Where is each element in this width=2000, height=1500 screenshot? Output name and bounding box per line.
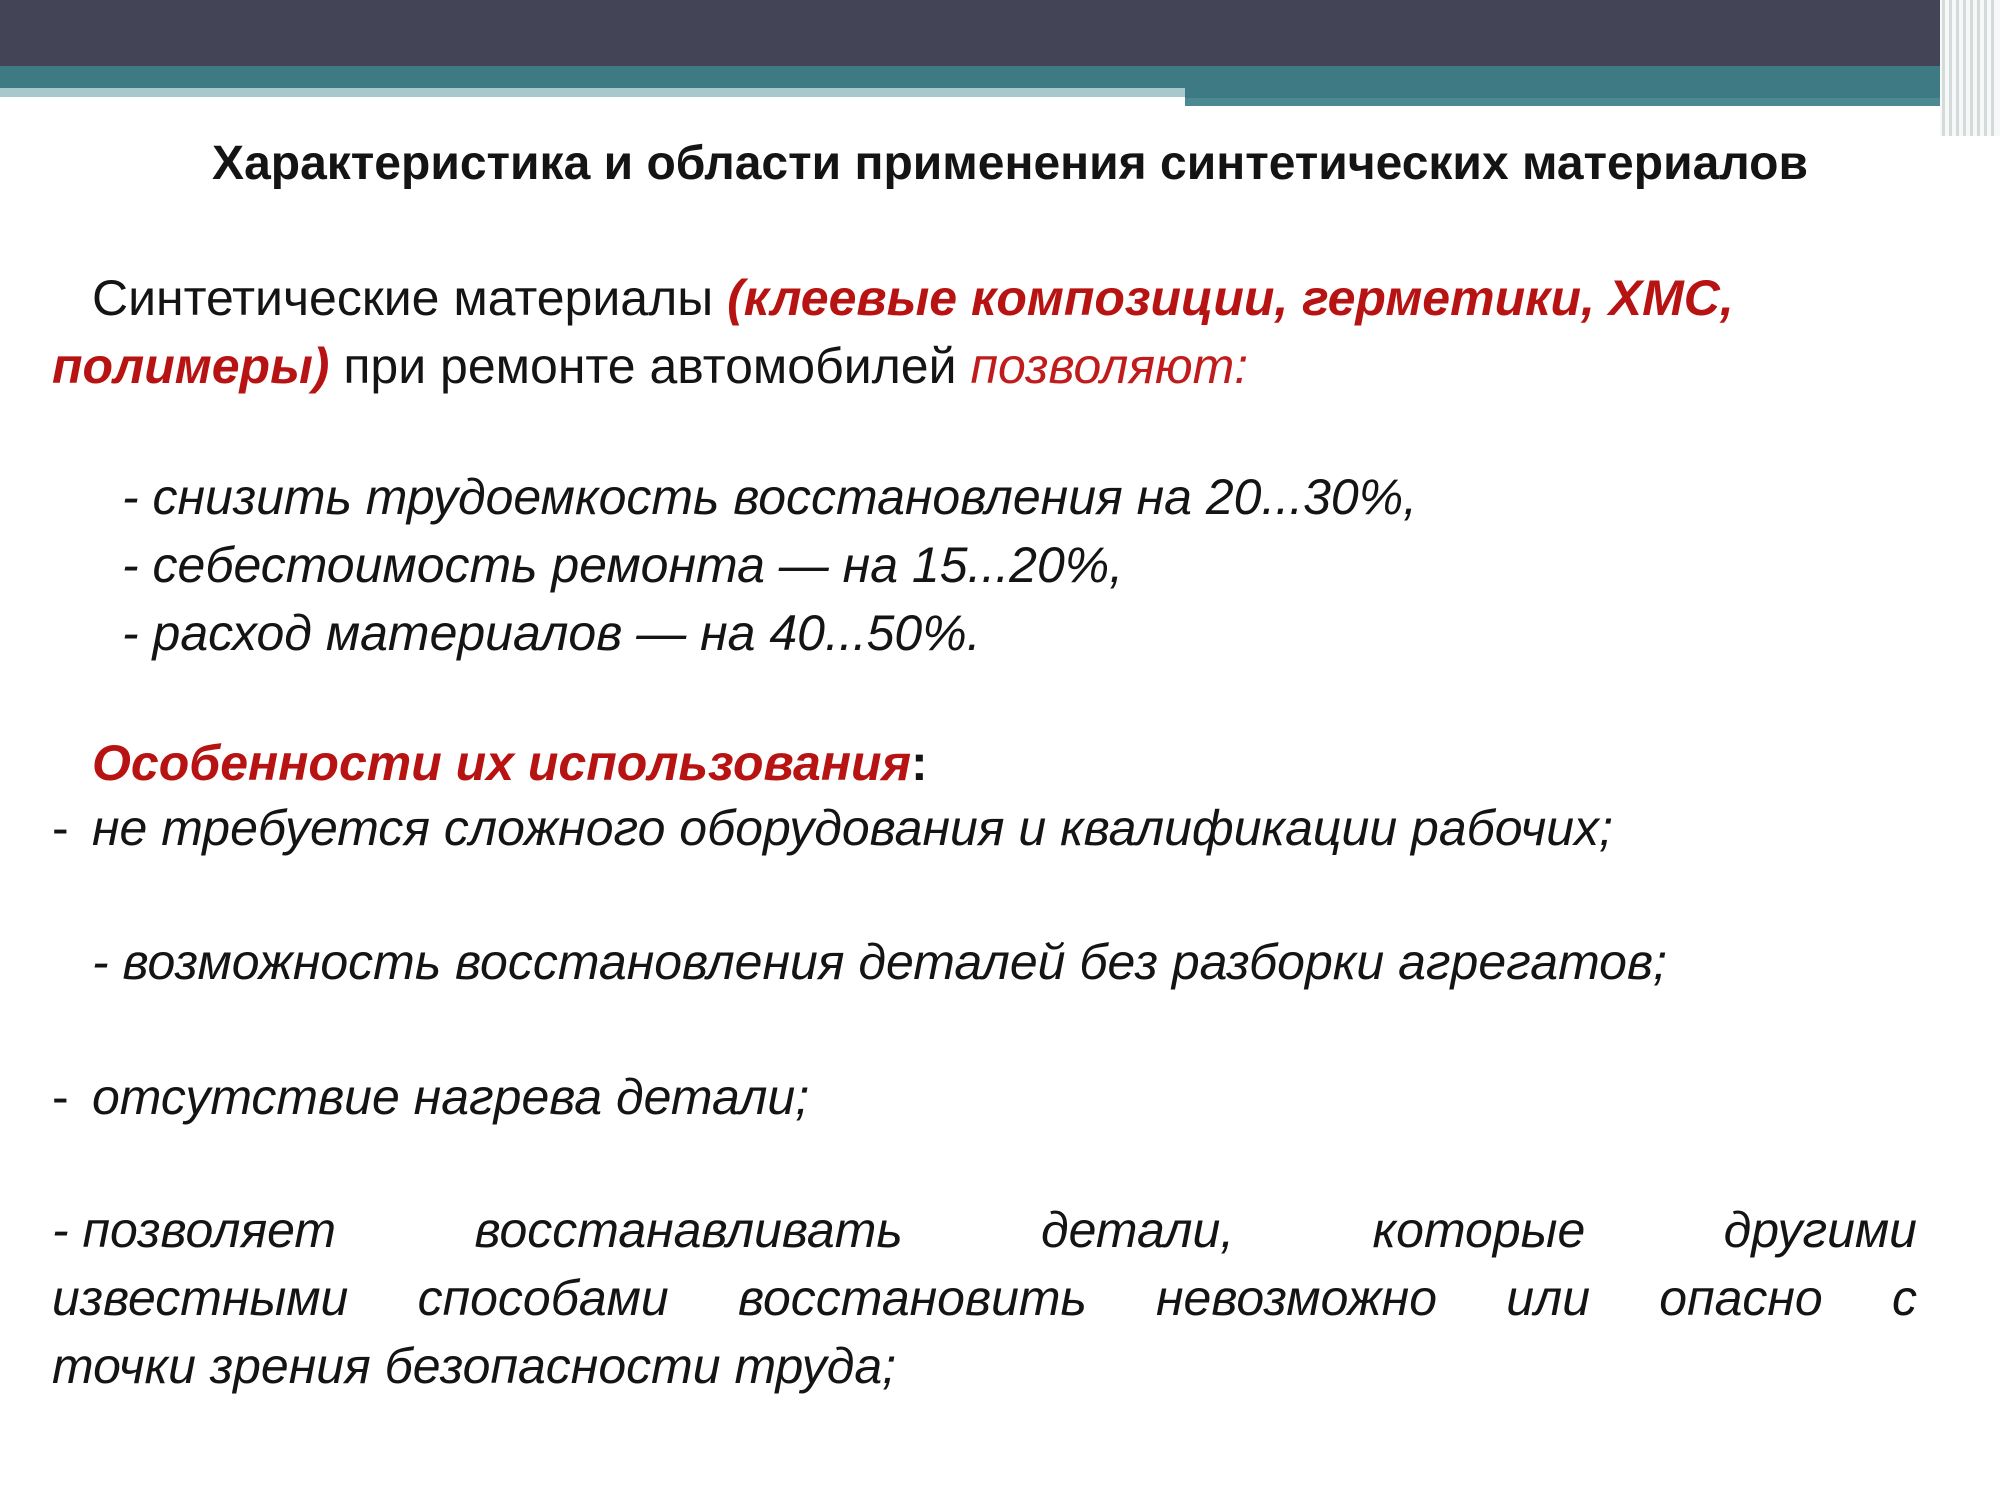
benefit-item: - расход материалов — на 40...50%. bbox=[122, 605, 981, 661]
word: которые bbox=[1372, 1202, 1586, 1258]
features-heading: Особенности их использования bbox=[92, 735, 912, 791]
intro-allow: позволяют: bbox=[970, 338, 1249, 394]
benefit-item: - снизить трудоемкость восстановления на 20...30%, bbox=[122, 469, 1418, 525]
header-bar-dark bbox=[0, 0, 2000, 66]
word: с bbox=[1891, 1270, 1917, 1326]
feature-item-justified-line-2 bbox=[52, 1264, 1917, 1332]
feature-item: не требуется сложного оборудования и квалификации рабочих; bbox=[92, 800, 1613, 856]
feature-item: - возможность восстановления деталей без разборки агрегатов; bbox=[92, 934, 1667, 990]
features-heading-colon: : bbox=[911, 735, 928, 791]
word: восстановить bbox=[737, 1270, 1087, 1326]
header-bar-accent-low bbox=[1185, 98, 2000, 106]
feature-item-line-3: точки зрения безопасности труда; bbox=[52, 1338, 897, 1394]
materials-list: (клеевые композиции, герметики, ХМС, bbox=[727, 270, 1734, 326]
word: или bbox=[1506, 1270, 1591, 1326]
intro-mid: при ремонте автомобилей bbox=[329, 338, 971, 394]
word: - позволяет bbox=[52, 1202, 337, 1258]
intro-line-1 bbox=[92, 264, 1734, 332]
feature-dash: - bbox=[52, 800, 69, 856]
intro-line-2 bbox=[52, 332, 1248, 400]
features-heading-line bbox=[92, 729, 928, 797]
materials-list-end: полимеры) bbox=[52, 338, 330, 394]
slide-title: Характеристика и области применения синтетических материалов bbox=[212, 137, 1808, 190]
word: способами bbox=[417, 1270, 669, 1326]
benefit-item: - себестоимость ремонта — на 15...20%, bbox=[122, 537, 1124, 593]
word: опасно bbox=[1659, 1270, 1823, 1326]
feature-dash: - bbox=[52, 1069, 69, 1125]
word: известными bbox=[52, 1270, 349, 1326]
feature-item-justified-line-1 bbox=[52, 1196, 1917, 1264]
word: другими bbox=[1723, 1202, 1917, 1258]
word: детали, bbox=[1041, 1202, 1235, 1258]
word: восстанавливать bbox=[474, 1202, 903, 1258]
word: невозможно bbox=[1156, 1270, 1438, 1326]
header-bar-light bbox=[0, 88, 1185, 97]
header-bar-teal bbox=[0, 66, 2000, 88]
corner-stripes bbox=[1940, 0, 2000, 136]
intro-lead: Синтетические материалы bbox=[92, 270, 728, 326]
feature-item: отсутствие нагрева детали; bbox=[92, 1069, 810, 1125]
